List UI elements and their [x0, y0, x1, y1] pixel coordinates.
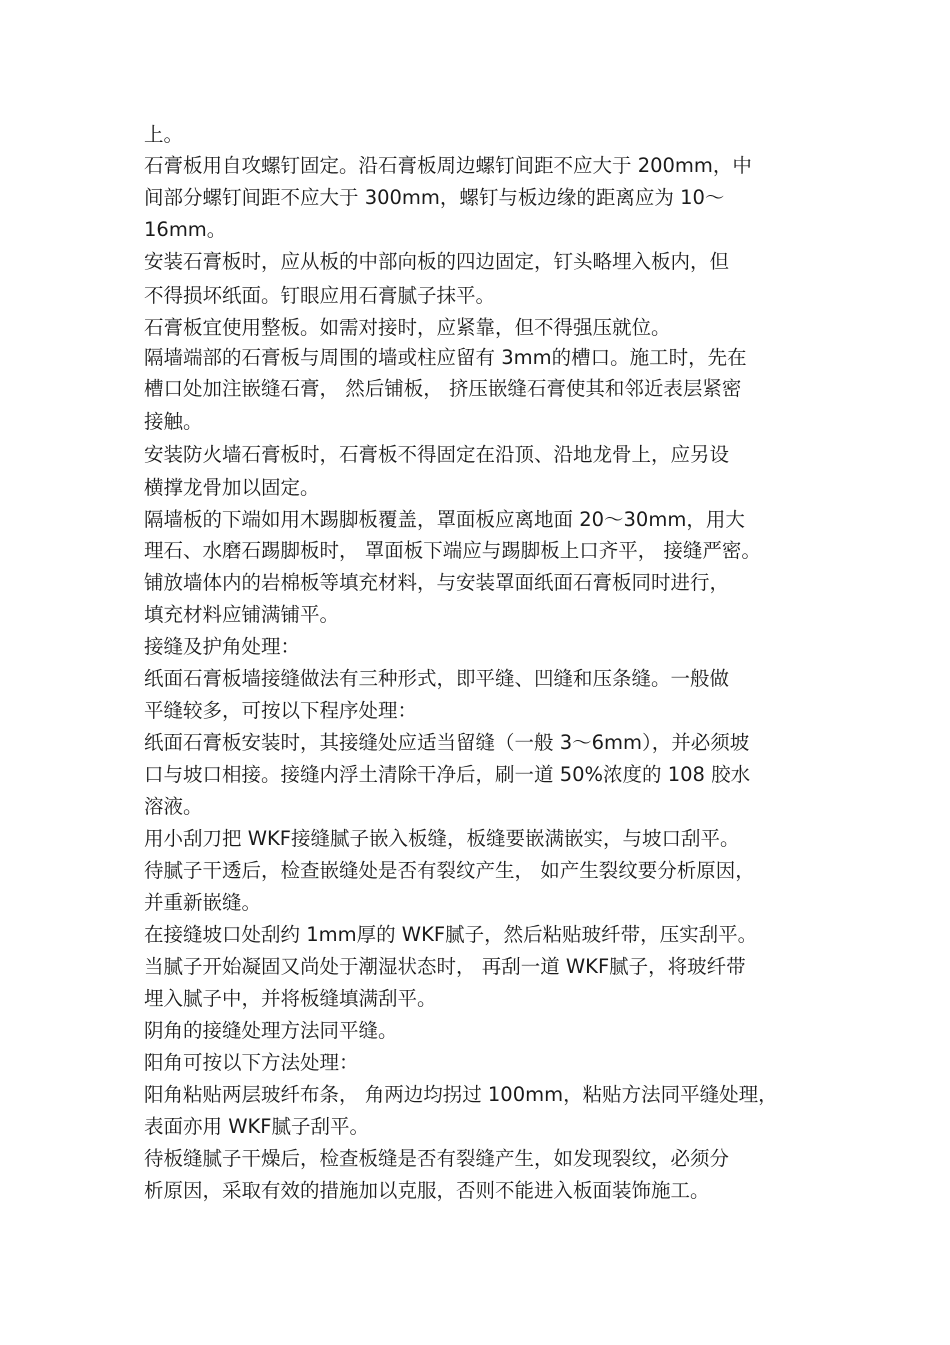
text-line: 石膏板用自攻螺钉固定。沿石膏板周边螺钉间距不应大于 200mm，中 — [144, 154, 752, 177]
text-line: 安装石膏板时，应从板的中部向板的四边固定，钉头略埋入板内，但 — [144, 250, 730, 273]
text-line: 阳角粘贴两层玻纤布条， 角两边均拐过 100mm，粘贴方法同平缝处理， — [144, 1083, 778, 1106]
text-line: 上。 — [144, 123, 184, 146]
text-line: 隔墙板的下端如用木踢脚板覆盖，罩面板应离地面 20～30mm，用大 — [144, 508, 745, 531]
text-line: 接缝及护角处理： — [144, 635, 301, 658]
text-line: 铺放墙体内的岩棉板等填充材料，与安装罩面纸面石膏板同时进行， — [144, 571, 730, 594]
text-line: 安装防火墙石膏板时，石膏板不得固定在沿顶、沿地龙骨上，应另设 — [144, 443, 730, 466]
text-line: 填充材料应铺满铺平。 — [144, 603, 340, 626]
text-line: 接触。 — [144, 410, 203, 433]
text-line: 待板缝腻子干燥后，检查板缝是否有裂缝产生，如发现裂纹，必须分 — [144, 1147, 730, 1170]
text-line: 隔墙端部的石膏板与周围的墙或柱应留有 3mm的槽口。施工时，先在 — [144, 346, 747, 369]
text-line: 口与坡口相接。接缝内浮土清除干净后，刷一道 50%浓度的 108 胶水 — [144, 763, 751, 786]
text-line: 间部分螺钉间距不应大于 300mm，螺钉与板边缘的距离应为 10～ — [144, 186, 725, 209]
text-line: 埋入腻子中，并将板缝填满刮平。 — [144, 987, 437, 1010]
text-line: 不得损坏纸面。钉眼应用石膏腻子抹平。 — [144, 284, 496, 307]
text-line: 表面亦用 WKF腻子刮平。 — [144, 1115, 369, 1138]
text-line: 平缝较多，可按以下程序处理： — [144, 699, 418, 722]
text-line: 当腻子开始凝固又尚处于潮湿状态时， 再刮一道 WKF腻子，将玻纤带 — [144, 955, 746, 978]
text-line: 横撑龙骨加以固定。 — [144, 476, 320, 499]
text-line: 在接缝坡口处刮约 1mm厚的 WKF腻子，然后粘贴玻纤带，压实刮平。 — [144, 923, 758, 946]
text-line: 析原因，采取有效的措施加以克服，否则不能进入板面装饰施工。 — [144, 1179, 710, 1202]
text-line: 并重新嵌缝。 — [144, 891, 262, 914]
text-line: 溶液。 — [144, 795, 203, 818]
text-line: 待腻子干透后，检查嵌缝处是否有裂纹产生， 如产生裂纹要分析原因， — [144, 859, 755, 882]
text-line: 阴角的接缝处理方法同平缝。 — [144, 1019, 398, 1042]
text-line: 槽口处加注嵌缝石膏， 然后铺板， 挤压嵌缝石膏使其和邻近表层紧密 — [144, 377, 742, 400]
text-line: 阳角可按以下方法处理： — [144, 1051, 359, 1074]
text-line: 用小刮刀把 WKF接缝腻子嵌入板缝，板缝要嵌满嵌实，与坡口刮平。 — [144, 827, 740, 850]
text-line: 纸面石膏板墙接缝做法有三种形式，即平缝、凹缝和压条缝。一般做 — [144, 667, 730, 690]
text-line: 石膏板宜使用整板。如需对接时，应紧靠，但不得强压就位。 — [144, 316, 671, 339]
text-line: 16mm。 — [144, 218, 227, 241]
text-line: 纸面石膏板安装时，其接缝处应适当留缝（一般 3～6mm），并必须坡 — [144, 731, 750, 754]
text-line: 理石、水磨石踢脚板时， 罩面板下端应与踢脚板上口齐平， 接缝严密。 — [144, 539, 761, 562]
